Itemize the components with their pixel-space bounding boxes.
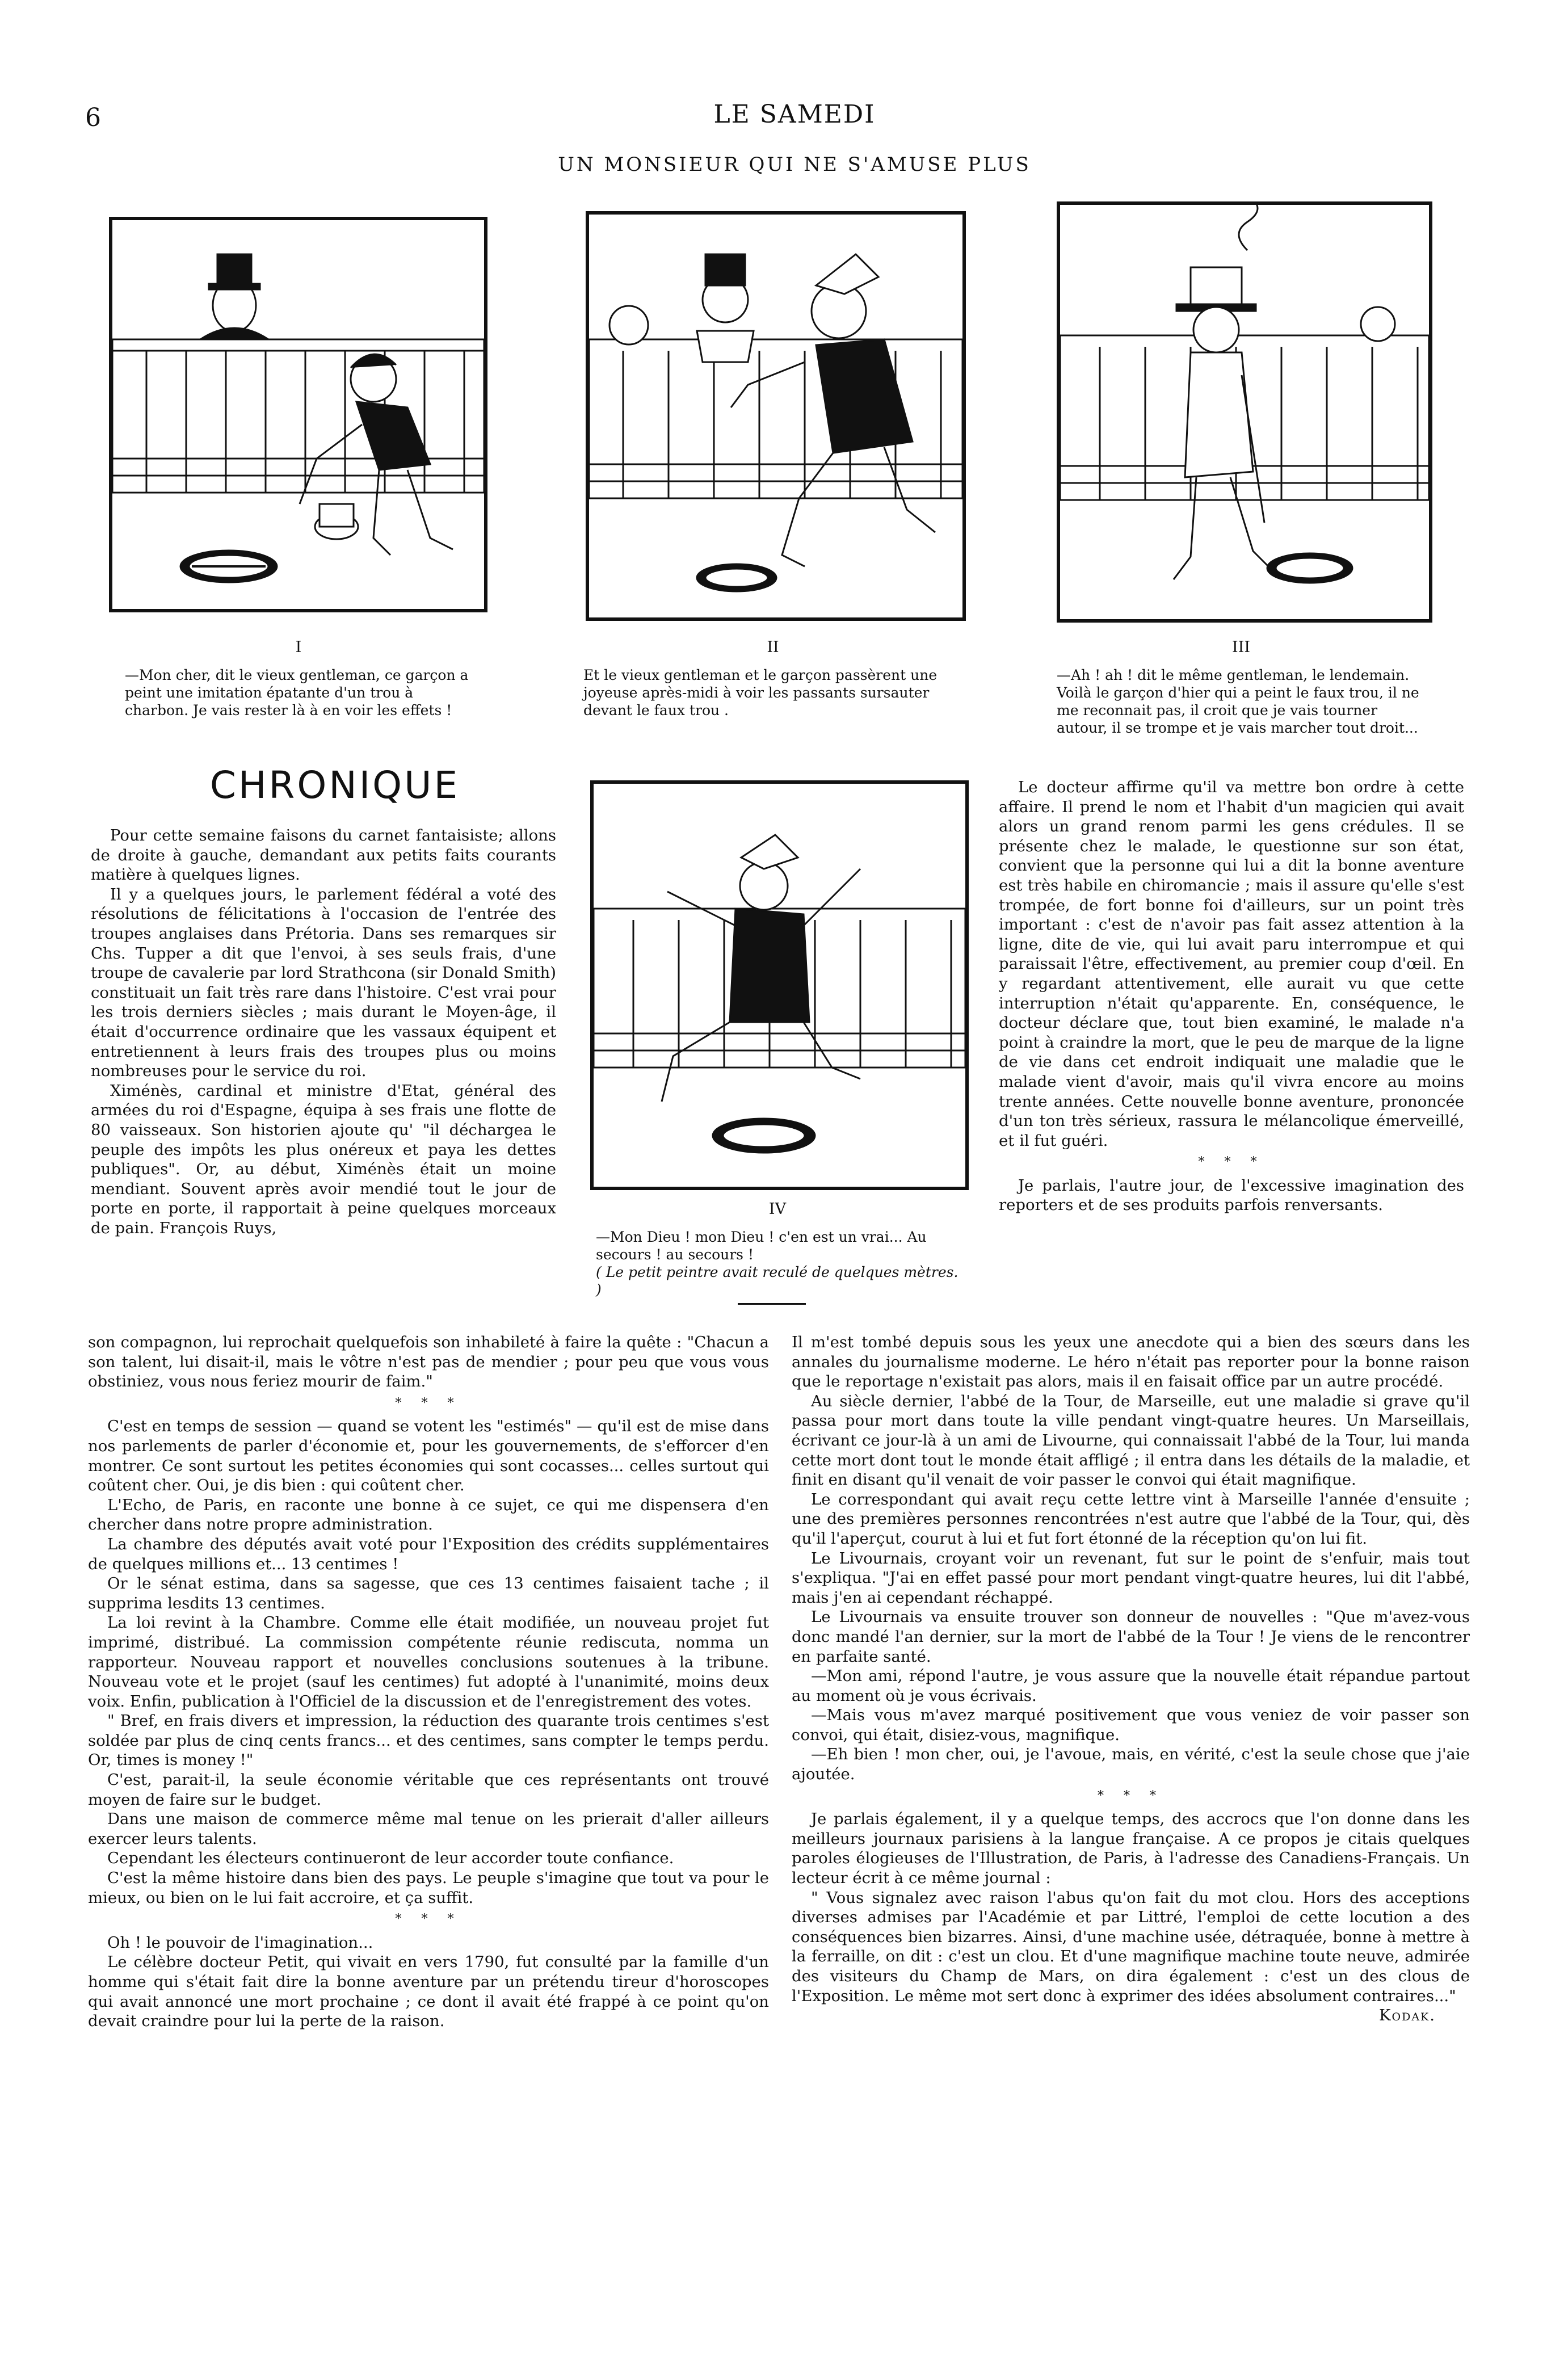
paragraph: Je parlais également, il y a quelque temps, des accrocs que l'on donne dans les meilleurs journaux parisiens à la langue française. A ce propos je citais quelques paroles élogieuses de l'Illustration, de Paris, à l'adresse des Canadiens-Français. Un lecteur écrit à ce même journal :	[792, 1810, 1470, 1888]
chronique-left-wide	[88, 1333, 769, 2031]
paragraph: Le Livournais, croyant voir un revenant, fut sur le point de s'enfuir, mais tout s'expliqua. "J'ai en effet passé pour mort pendant vingt-quatre heures, lui dit l'abbé, mais j'en ai cependant réchappé.	[792, 1549, 1470, 1607]
paragraph: Il m'est tombé depuis sous les yeux une anecdote qui a bien des sœurs dans les annales du journalisme moderne. Le héro n'était pas reporter pour la bonne raison que le reportage n'existait pas alors, mais il en faisait office par un autre procédé.	[792, 1333, 1470, 1391]
comic-panel-2	[586, 211, 966, 621]
paragraph: C'est, parait-il, la seule économie véritable que ces représentants ont trouvé moyen de faire sur le budget.	[88, 1771, 769, 1809]
paragraph: C'est en temps de session — quand se votent les "estimés" — qu'il est de mise dans nos parlements de parler d'économie et, pour les gouvernements, de s'efforcer d'en montrer. Ce sont surtout les petites économies qui sont cocasses... celles surtout qui coûtent cher. Oui, je dis bien : qui coûtent cher.	[88, 1417, 769, 1495]
section-separator: * * *	[1198, 1155, 1265, 1170]
panel-3-illustration	[1060, 205, 1429, 619]
paragraph: Le correspondant qui avait reçu cette lettre vint à Marseille l'année d'ensuite ; une des premières personnes rencontrées n'est autre que l'abbé de la Tour, qui, dès qu'il l'aperçut, courut à lui et fut fort étonné de la réception qu'on lui fit.	[792, 1490, 1470, 1548]
paragraph: Pour cette semaine faisons du carnet fantaisiste; allons de droite à gauche, demandant aux petits faits courants matière à quelques lignes.	[91, 826, 556, 884]
panel-1-number: I	[295, 638, 302, 656]
panel-2-illustration	[589, 215, 962, 617]
paragraph: son compagnon, lui reprochait quelquefois son inhabileté à faire la quête : "Chacun a son talent, lui disait-il, mais le vôtre n'est pas de mendier ; pour peu que vous vous obstiniez, vous nous feriez mourir de faim."	[88, 1333, 769, 1391]
paragraph: C'est la même histoire dans bien des pays. Le peuple s'imagine que tout va pour le mieux, ou bien on le lui fait accroire, et ça suffit.	[88, 1869, 769, 1907]
panel-3-caption	[1057, 638, 1426, 737]
paragraph: Le docteur affirme qu'il va mettre bon ordre à cette affaire. Il prend le nom et l'habit d'un magicien qui avait alors un grand renom parmi les gens crédules. Il se présente chez le malade, le questionne sur son état, convient que la personne qui lui a dit la bonne aventure est très habile en chiromancie ; mais il assure qu'elle s'est trompée, de fort bonne foi d'ailleurs, sur un point très important : c'est de n'avoir pas fait assez attention à la ligne, dite de vie, qui lui avait paru interrompue et qui paraissait l'être, effectivement, au premier coup d'œil. En y regardant attentivement, elle aurait vu que cette interruption n'était qu'apparente. En, conséquence, le docteur déclare que, tout bien examiné, le malade n'a point à craindre la mort, que le peu de marque de la ligne de vie dans cet endroit indiquait une maladie que le malade vient d'avoir, mais qu'il vivra encore au moins trente années. Cette nouvelle bonne aventure, prononcée d'un ton très sérieux, rassura le mélancolique émerveillé, et il fut guéri.	[999, 778, 1464, 1150]
comic-title: UN MONSIEUR QUI NE S'AMUSE PLUS	[558, 153, 1031, 176]
panel-4-number: IV	[768, 1200, 787, 1218]
signature: Kodak.	[1378, 2006, 1436, 2025]
paragraph: —Eh bien ! mon cher, oui, je l'avoue, mais, en vérité, c'est la seule chose que j'aie ajoutée.	[792, 1745, 1470, 1784]
paragraph: Il y a quelques jours, le parlement fédéral a voté des résolutions de félicitations à l'occasion de l'entrée des troupes anglaises dans Prétoria. Dans ses remarques sir Chs. Tupper a dit que l'envoi, à ses seuls frais, d'une troupe de cavalerie par lord Strathcona (sir Donald Smith) constituait un fait très rare dans l'histoire. C'est vrai pour les trois derniers siècles ; mais durant le Moyen-âge, il était d'occurrence ordinaire que les vassaux équipent et entretiennent à leurs frais des troupes plus ou moins nombreuses pour le service du roi.	[91, 885, 556, 1081]
section-separator: * * *	[1098, 1788, 1164, 1803]
chronique-title: CHRONIQUE	[209, 763, 460, 807]
paragraph: Le célèbre docteur Petit, qui vivait en vers 1790, fut consulté par la famille d'un homme qui s'était fait dire la bonne aventure par un prétendu tireur d'horoscopes qui avait annoncé une mort prochaine ; ce dont il avait été frappé à ce point qu'on devait craindre pour lui la perte de la raison.	[88, 1953, 769, 2031]
paragraph: Oh ! le pouvoir de l'imagination...	[107, 1933, 373, 1952]
comic-panel-4	[590, 780, 969, 1190]
section-separator: * * *	[395, 1912, 462, 1927]
panel-4-text: —Mon Dieu ! mon Dieu ! c'en est un vrai... Au secours ! au secours !	[596, 1229, 927, 1263]
chronique-right-wide	[792, 1333, 1470, 2026]
paragraph: La chambre des députés avait voté pour l'Exposition des crédits supplémentaires de quelques millions et... 13 centimes !	[88, 1535, 769, 1573]
panel-2-number: II	[767, 638, 779, 656]
panel-3-text: —Ah ! ah ! dit le même gentleman, le lendemain. Voilà le garçon d'hier qui a peint le faux trou, il ne me reconnait pas, il croit que je vais tourner autour, il se trompe et je vais marcher tout droit...	[1057, 667, 1419, 736]
panel-2-text: Et le vieux gentleman et le garçon passèrent une joyeuse après-midi à voir les passants sursauter devant le faux trou .	[583, 667, 938, 718]
panel-4-rule	[738, 1303, 806, 1305]
paragraph: La loi revint à la Chambre. Comme elle était modifiée, un nouveau projet fut imprimé, distribué. La commission compétente réunie rediscuta, nomma un rapporteur. Nouveau rapport et nouvelles conclusions soutenues à la tribune. Nouveau vote et le projet (sauf les centimes) fut adopté à l'unanimité, moins deux voix. Enfin, publication à l'Officiel de la discussion et de l'enregistrement des votes.	[88, 1613, 769, 1711]
panel-2-caption	[583, 638, 962, 719]
panel-4-illustration	[594, 784, 965, 1187]
page-number: 6	[85, 103, 102, 132]
paragraph: Or le sénat estima, dans sa sagesse, que ces 13 centimes faisaient tache ; il supprima lesdits 13 centimes.	[88, 1574, 769, 1612]
paragraph: Le Livournais va ensuite trouver son donneur de nouvelles : "Que m'avez-vous donc mandé l'an dernier, sur la mort de l'abbé de la Tour ! Je viens de le rencontrer en parfaite santé.	[792, 1608, 1470, 1666]
panel-4-caption	[596, 1200, 959, 1299]
section-separator: * * *	[395, 1396, 462, 1410]
paragraph: —Mais vous m'avez marqué positivement que vous veniez de voir passer son convoi, qui était, disiez-vous, magnifique.	[792, 1706, 1470, 1744]
panel-1-caption	[125, 638, 472, 719]
chronique-right-column	[999, 778, 1464, 1215]
paragraph: —Mon ami, répond l'autre, je vous assure que la nouvelle était répandue partout au moment où je vous écrivais.	[792, 1667, 1470, 1705]
chronique-left-column	[91, 826, 556, 1238]
paragraph: L'Echo, de Paris, en raconte une bonne à ce sujet, ce qui me dispensera d'en chercher dans notre propre administration.	[88, 1495, 769, 1534]
paragraph: Dans une maison de commerce même mal tenue on les prierait d'aller ailleurs exercer leurs talents.	[88, 1810, 769, 1848]
publication-title: LE SAMEDI	[713, 100, 876, 129]
panel-4-note: ( Le petit peintre avait reculé de quelques mètres. )	[596, 1264, 959, 1298]
paragraph: Ximénès, cardinal et ministre d'Etat, général des armées du roi d'Espagne, équipa à ses frais une flotte de 80 vaisseaux. Son historien ajoute qu' "il déchargea le peuple des impôts les plus onéreux et paya les dettes publiques". Or, au début, Ximénès était un moine mendiant. Souvent après avoir mendié tout le jour de porte en porte, il rapportait à peine quelques morceaux de pain. François Ruys,	[91, 1081, 556, 1237]
comic-panel-1	[109, 217, 487, 612]
paragraph: " Bref, en frais divers et impression, la réduction des quarante trois centimes s'est soldée par plus de cinq cents francs... et des centimes, sans compter le temps perdu. Or, times is money !"	[88, 1712, 769, 1770]
paragraph: Je parlais, l'autre jour, de l'excessive imagination des reporters et de ses produits parfois renversants.	[999, 1176, 1464, 1215]
panel-3-number: III	[1232, 638, 1250, 656]
paragraph: " Vous signalez avec raison l'abus qu'on fait du mot clou. Hors des acceptions diverses admises par l'Académie et par Littré, l'emploi de cette locution a des conséquences bien bizarres. Ainsi, d'une machine usée, détraquée, bonne à mettre à la ferraille, on dit : c'est un clou. Et d'une magnifique machine toute neuve, admirée des visiteurs du Champ de Mars, on dira également : c'est un des clous de l'Exposition. Le même mot sert donc à exprimer des idées absolument contraires..."	[792, 1888, 1470, 2005]
comic-panel-3	[1057, 201, 1432, 623]
paragraph: Au siècle dernier, l'abbé de la Tour, de Marseille, eut une maladie si grave qu'il passa pour mort dans toute la ville pendant vingt-quatre heures. Un Marseillais, écrivant ce jour-là à un ami de Livourne, qui connaissait l'abbé de la Tour, lui manda cette mort dont tout le monde était affligé ; il entra dans les détails de la maladie, et finit en disant qu'il venait de voir passer le convoi qui était magnifique.	[792, 1392, 1470, 1489]
panel-1-illustration	[112, 220, 484, 609]
paragraph: Cependant les électeurs continueront de leur accorder toute confiance.	[107, 1849, 674, 1868]
panel-1-text: —Mon cher, dit le vieux gentleman, ce garçon a peint une imitation épatante d'un trou à charbon. Je vais rester là à en voir les effets !	[125, 667, 469, 718]
